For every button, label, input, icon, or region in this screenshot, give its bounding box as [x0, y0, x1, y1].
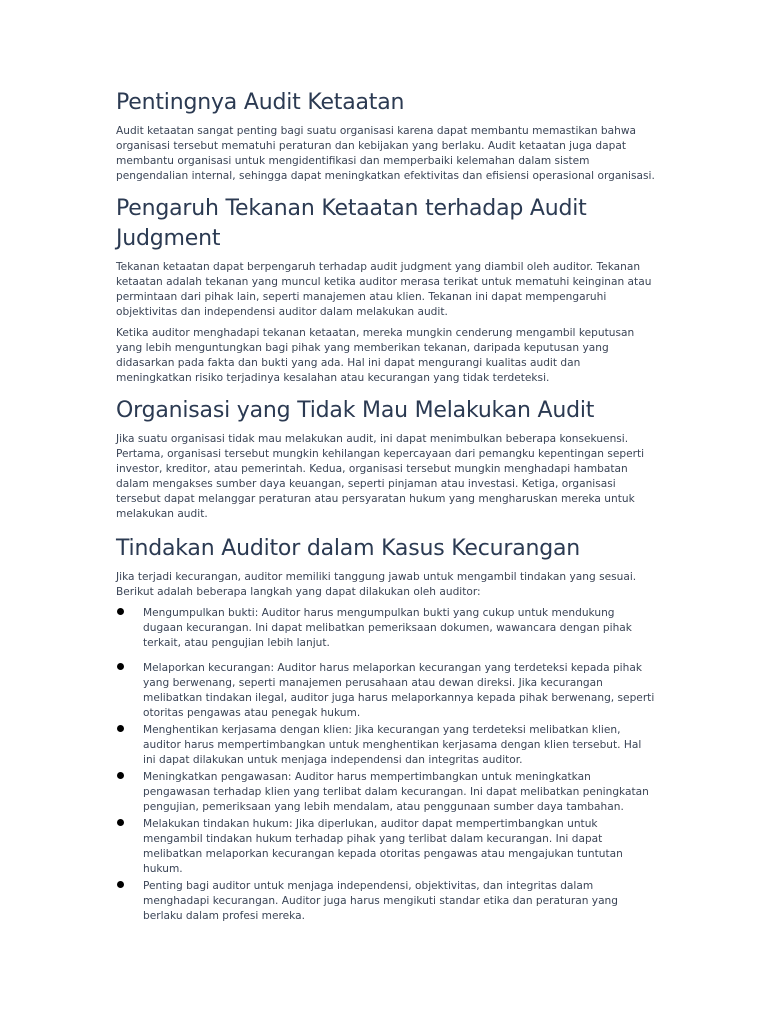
- list-item: [116, 770, 656, 815]
- list-item: [116, 723, 656, 768]
- bullet-icon: [117, 819, 124, 826]
- list-item: [116, 817, 656, 877]
- list-item-text: Melakukan tindakan hukum: Jika diperlukan, auditor dapat mempertimbangkan untuk mengambil tindakan hukum terhadap pihak yang terlibat dalam kecurangan. Ini dapat melibatkan melaporkan kecurangan kepada otoritas pengawas atau mengajukan tuntutan hukum.: [143, 818, 623, 875]
- list-item: [116, 879, 656, 924]
- heading-organisasi-tidak-audit: Organisasi yang Tidak Mau Melakukan Audit: [116, 398, 595, 423]
- list-item: [116, 661, 656, 721]
- list-item-text: Menghentikan kerjasama dengan klien: Jika kecurangan yang terdeteksi melibatkan klien, auditor harus mempertimbangkan untuk menghentikan kerjasama dengan klien tersebut. Hal ini dapat dilakukan untuk menjaga independensi dan integritas auditor.: [143, 724, 642, 766]
- paragraph: Ketika auditor menghadapi tekanan ketaatan, mereka mungkin cenderung mengambil keputusan yang lebih menguntungkan bagi pihak yang memberikan tekanan, daripada keputusan yang didasarkan pada fakta dan bukti yang ada. Hal ini dapat mengurangi kualitas audit dan meningkatkan risiko terjadinya kesalahan atau kecurangan yang tidak terdeteksi.: [116, 327, 635, 384]
- list-item-text: Penting bagi auditor untuk menjaga independensi, objektivitas, dan integritas dalam menghadapi kecurangan. Auditor juga harus mengikuti standar etika dan peraturan yang berlaku dalam profesi mereka.: [143, 880, 618, 922]
- paragraph: Tekanan ketaatan dapat berpengaruh terhadap audit judgment yang diambil oleh auditor. Tekanan ketaatan adalah tekanan yang muncul ketika auditor merasa terikat untuk mematuhi keinginan atau permintaan dari pihak lain, seperti manajemen atau klien. Tekanan ini dapat mempengaruhi objektivitas dan independensi auditor dalam melakukan audit.: [116, 261, 652, 318]
- heading-pentingnya-audit-ketaatan: Pentingnya Audit Ketaatan: [116, 90, 405, 115]
- list-item-text: Mengumpulkan bukti: Auditor harus mengumpulkan bukti yang cukup untuk mendukung dugaan kecurangan. Ini dapat melibatkan pemeriksaan dokumen, wawancara dengan pihak terkait, atau pengujian lebih lanjut.: [143, 607, 632, 649]
- bullet-icon: [117, 725, 124, 732]
- list-item: [116, 606, 656, 651]
- bullet-icon: [117, 663, 124, 670]
- list-item-text: Melaporkan kecurangan: Auditor harus melaporkan kecurangan yang terdeteksi kepada pihak yang berwenang, seperti manajemen perusahaan atau dewan direksi. Jika kecurangan melibatkan tindakan ilegal, auditor juga harus melaporkannya kepada pihak berwenang, seperti otoritas pengawas atau penegak hukum.: [143, 662, 655, 719]
- bullet-icon: [117, 772, 124, 779]
- bullet-icon: [117, 881, 124, 888]
- bullet-icon: [117, 608, 124, 615]
- action-list: [116, 606, 656, 924]
- paragraph: Jika suatu organisasi tidak mau melakukan audit, ini dapat menimbulkan beberapa konsekuensi. Pertama, organisasi tersebut mungkin kehilangan kepercayaan dari pemangku kepentingan seperti investor, kreditor, atau pemerintah. Kedua, organisasi tersebut mungkin menghadapi hambatan dalam mengakses sumber daya keuangan, seperti pinjaman atau investasi. Ketiga, organisasi tersebut dapat melanggar peraturan atau persyaratan hukum yang mengharuskan mereka untuk melakukan audit.: [116, 433, 645, 520]
- paragraph: Jika terjadi kecurangan, auditor memiliki tanggung jawab untuk mengambil tindakan yang sesuai. Berikut adalah beberapa langkah yang dapat dilakukan oleh auditor:: [116, 571, 637, 598]
- paragraph: Audit ketaatan sangat penting bagi suatu organisasi karena dapat membantu memastikan bahwa organisasi tersebut mematuhi peraturan dan kebijakan yang berlaku. Audit ketaatan juga dapat membantu organisasi untuk mengidentifikasi dan memperbaiki kelemahan dalam sistem pengendalian internal, sehingga dapat meningkatkan efektivitas dan efisiensi operasional organisasi.: [116, 125, 655, 182]
- document-page: [116, 86, 656, 926]
- heading-tindakan-auditor: Tindakan Auditor dalam Kasus Kecurangan: [116, 536, 581, 561]
- heading-pengaruh-tekanan-ketaatan: Pengaruh Tekanan Ketaatan terhadap Audit Judgment: [116, 196, 587, 251]
- list-item-text: Meningkatkan pengawasan: Auditor harus mempertimbangkan untuk meningkatkan pengawasan terhadap klien yang terlibat dalam kecurangan. Ini dapat melibatkan peningkatan pengujian, pemeriksaan yang lebih mendalam, atau penggunaan sumber daya tambahan.: [143, 771, 649, 813]
